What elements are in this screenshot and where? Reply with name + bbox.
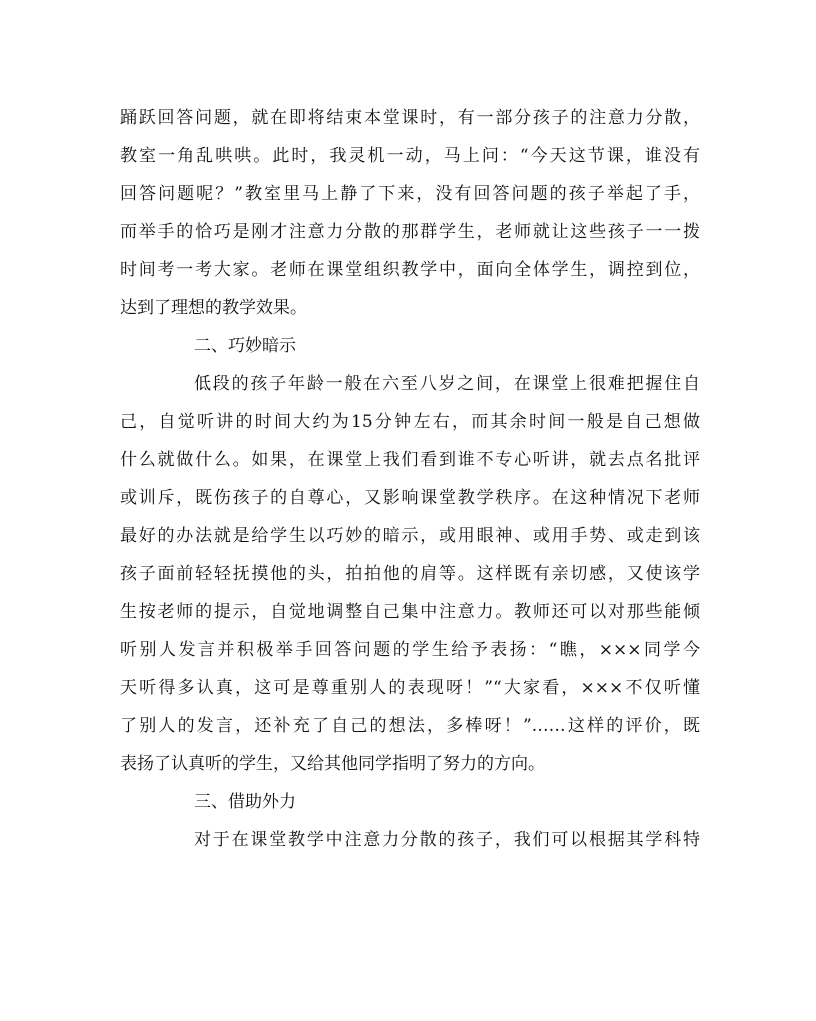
paragraph-line: 低段的孩子年龄一般在六至八岁之间，在课堂上很难把握住自: [194, 374, 700, 394]
paragraph-line: 或训斥，既伤孩子的自尊心，又影响课堂教学秩序。在这种情况下老师: [120, 488, 700, 508]
paragraph-line: 教室一角乱哄哄。此时，我灵机一动，马上问：“今天这节课，谁没有: [120, 146, 700, 166]
paragraph-line: 时间考一考大家。老师在课堂组织教学中，面向全体学生，调控到位，: [120, 260, 700, 280]
paragraph-line: 孩子面前轻轻抚摸他的头，拍拍他的肩等。这样既有亲切感，又使该学: [120, 564, 700, 584]
paragraph-line: 最好的办法就是给学生以巧妙的暗示，或用眼神、或用手势、或走到该: [120, 526, 700, 546]
paragraph-line: 听别人发言并积极举手回答问题的学生给予表扬：“瞧，×××同学今: [120, 640, 700, 660]
paragraph-line: 己，自觉听讲的时间大约为15分钟左右，而其余时间一般是自己想做: [120, 412, 700, 432]
paragraph-line: 踊跃回答问题，就在即将结束本堂课时，有一部分孩子的注意力分散，: [120, 108, 700, 128]
paragraph-line: 什么就做什么。如果，在课堂上我们看到谁不专心听讲，就去点名批评: [120, 450, 700, 470]
paragraph-line: 对于在课堂教学中注意力分散的孩子，我们可以根据其学科特: [194, 830, 700, 850]
paragraph-line: 回答问题呢？”教室里马上静了下来，没有回答问题的孩子举起了手，: [120, 184, 700, 204]
paragraph-line: 天听得多认真，这可是尊重别人的表现呀！”“大家看，×××不仅听懂: [120, 678, 700, 698]
paragraph-line: 了别人的发言，还补充了自己的想法，多棒呀！”……这样的评价，既: [120, 716, 700, 736]
paragraph-line: 达到了理想的教学效果。: [120, 298, 307, 318]
section-heading: 二、巧妙暗示: [194, 336, 296, 356]
section-heading: 三、借助外力: [194, 792, 296, 812]
paragraph-line: 生按老师的提示，自觉地调整自己集中注意力。教师还可以对那些能倾: [120, 602, 700, 622]
paragraph-line: 表扬了认真听的学生，又给其他同学指明了努力的方向。: [120, 754, 545, 774]
paragraph-line: 而举手的恰巧是刚才注意力分散的那群学生，老师就让这些孩子一一拨: [120, 222, 700, 242]
